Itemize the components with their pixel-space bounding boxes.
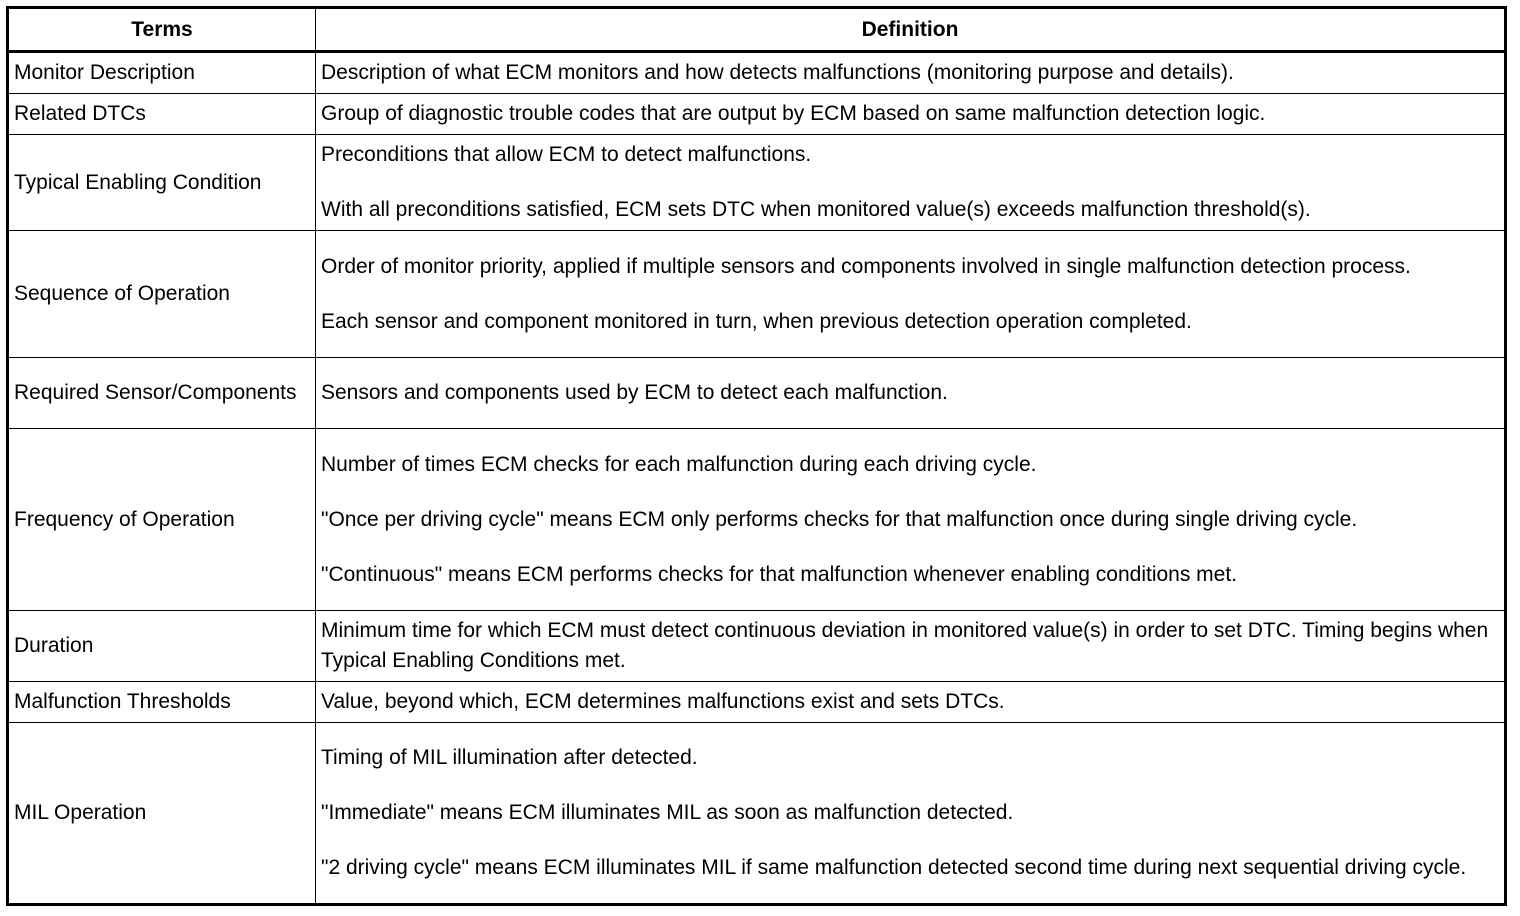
term-cell: MIL Operation: [8, 723, 316, 905]
definition-text: "2 driving cycle" means ECM illuminates MIL if same malfunction detected second time during next sequential driving cycle.: [321, 856, 1467, 879]
definition-text: With all preconditions satisfied, ECM sets DTC when monitored value(s) exceeds malfunction threshold(s).: [321, 198, 1311, 221]
definition-cell: [316, 682, 1506, 723]
definition-header: Definition: [316, 8, 1506, 52]
table-row: [8, 135, 1506, 231]
definition-text: "Once per driving cycle" means ECM only performs checks for that malfunction once during single driving cycle.: [321, 507, 1358, 531]
definition-text: Minimum time for which ECM must detect continuous deviation in monitored value(s) in order to set DTC. Timing begins when Typical Enabling Conditions met.: [321, 619, 1489, 672]
term-cell: Duration: [8, 611, 316, 682]
table-row: [8, 358, 1506, 429]
definition-text: Number of times ECM checks for each malfunction during each driving cycle.: [321, 452, 1037, 476]
definition-text: Value, beyond which, ECM determines malfunctions exist and sets DTCs.: [321, 690, 1005, 713]
definition-cell: [316, 231, 1506, 358]
definition-text: Each sensor and component monitored in turn, when previous detection operation completed.: [321, 309, 1192, 333]
definition-cell: [316, 611, 1506, 682]
term-cell: Malfunction Thresholds: [8, 682, 316, 723]
definition-text: "Continuous" means ECM performs checks for that malfunction whenever enabling conditions met.: [321, 562, 1238, 586]
definition-text: Description of what ECM monitors and how detects malfunctions (monitoring purpose and details).: [321, 61, 1234, 84]
table-row: [8, 231, 1506, 358]
definition-text: Sensors and components used by ECM to detect each malfunction.: [321, 381, 948, 404]
definition-text: Preconditions that allow ECM to detect malfunctions.: [321, 143, 812, 166]
definition-cell: [316, 723, 1506, 905]
table-row: [8, 94, 1506, 135]
term-cell: Sequence of Operation: [8, 231, 316, 358]
terms-definition-table: [6, 6, 1507, 906]
definition-cell: [316, 94, 1506, 135]
term-cell: Related DTCs: [8, 94, 316, 135]
definition-text: "Immediate" means ECM illuminates MIL as soon as malfunction detected.: [321, 801, 1014, 824]
table-row: [8, 723, 1506, 905]
header-row: [8, 8, 1506, 52]
terms-header: Terms: [8, 8, 316, 52]
table-row: [8, 52, 1506, 94]
term-cell: Required Sensor/Components: [8, 358, 316, 429]
table-row: [8, 682, 1506, 723]
term-cell: Typical Enabling Condition: [8, 135, 316, 231]
definition-cell: [316, 52, 1506, 94]
term-cell: Frequency of Operation: [8, 429, 316, 611]
definition-text: Group of diagnostic trouble codes that are output by ECM based on same malfunction detection logic.: [321, 102, 1266, 125]
definition-text: Order of monitor priority, applied if multiple sensors and components involved in single malfunction detection process.: [321, 254, 1411, 278]
definition-text: Timing of MIL illumination after detected.: [321, 746, 698, 769]
definition-cell: [316, 358, 1506, 429]
term-cell: Monitor Description: [8, 52, 316, 94]
table-row: [8, 611, 1506, 682]
definition-cell: [316, 429, 1506, 611]
table-row: [8, 429, 1506, 611]
definition-cell: [316, 135, 1506, 231]
